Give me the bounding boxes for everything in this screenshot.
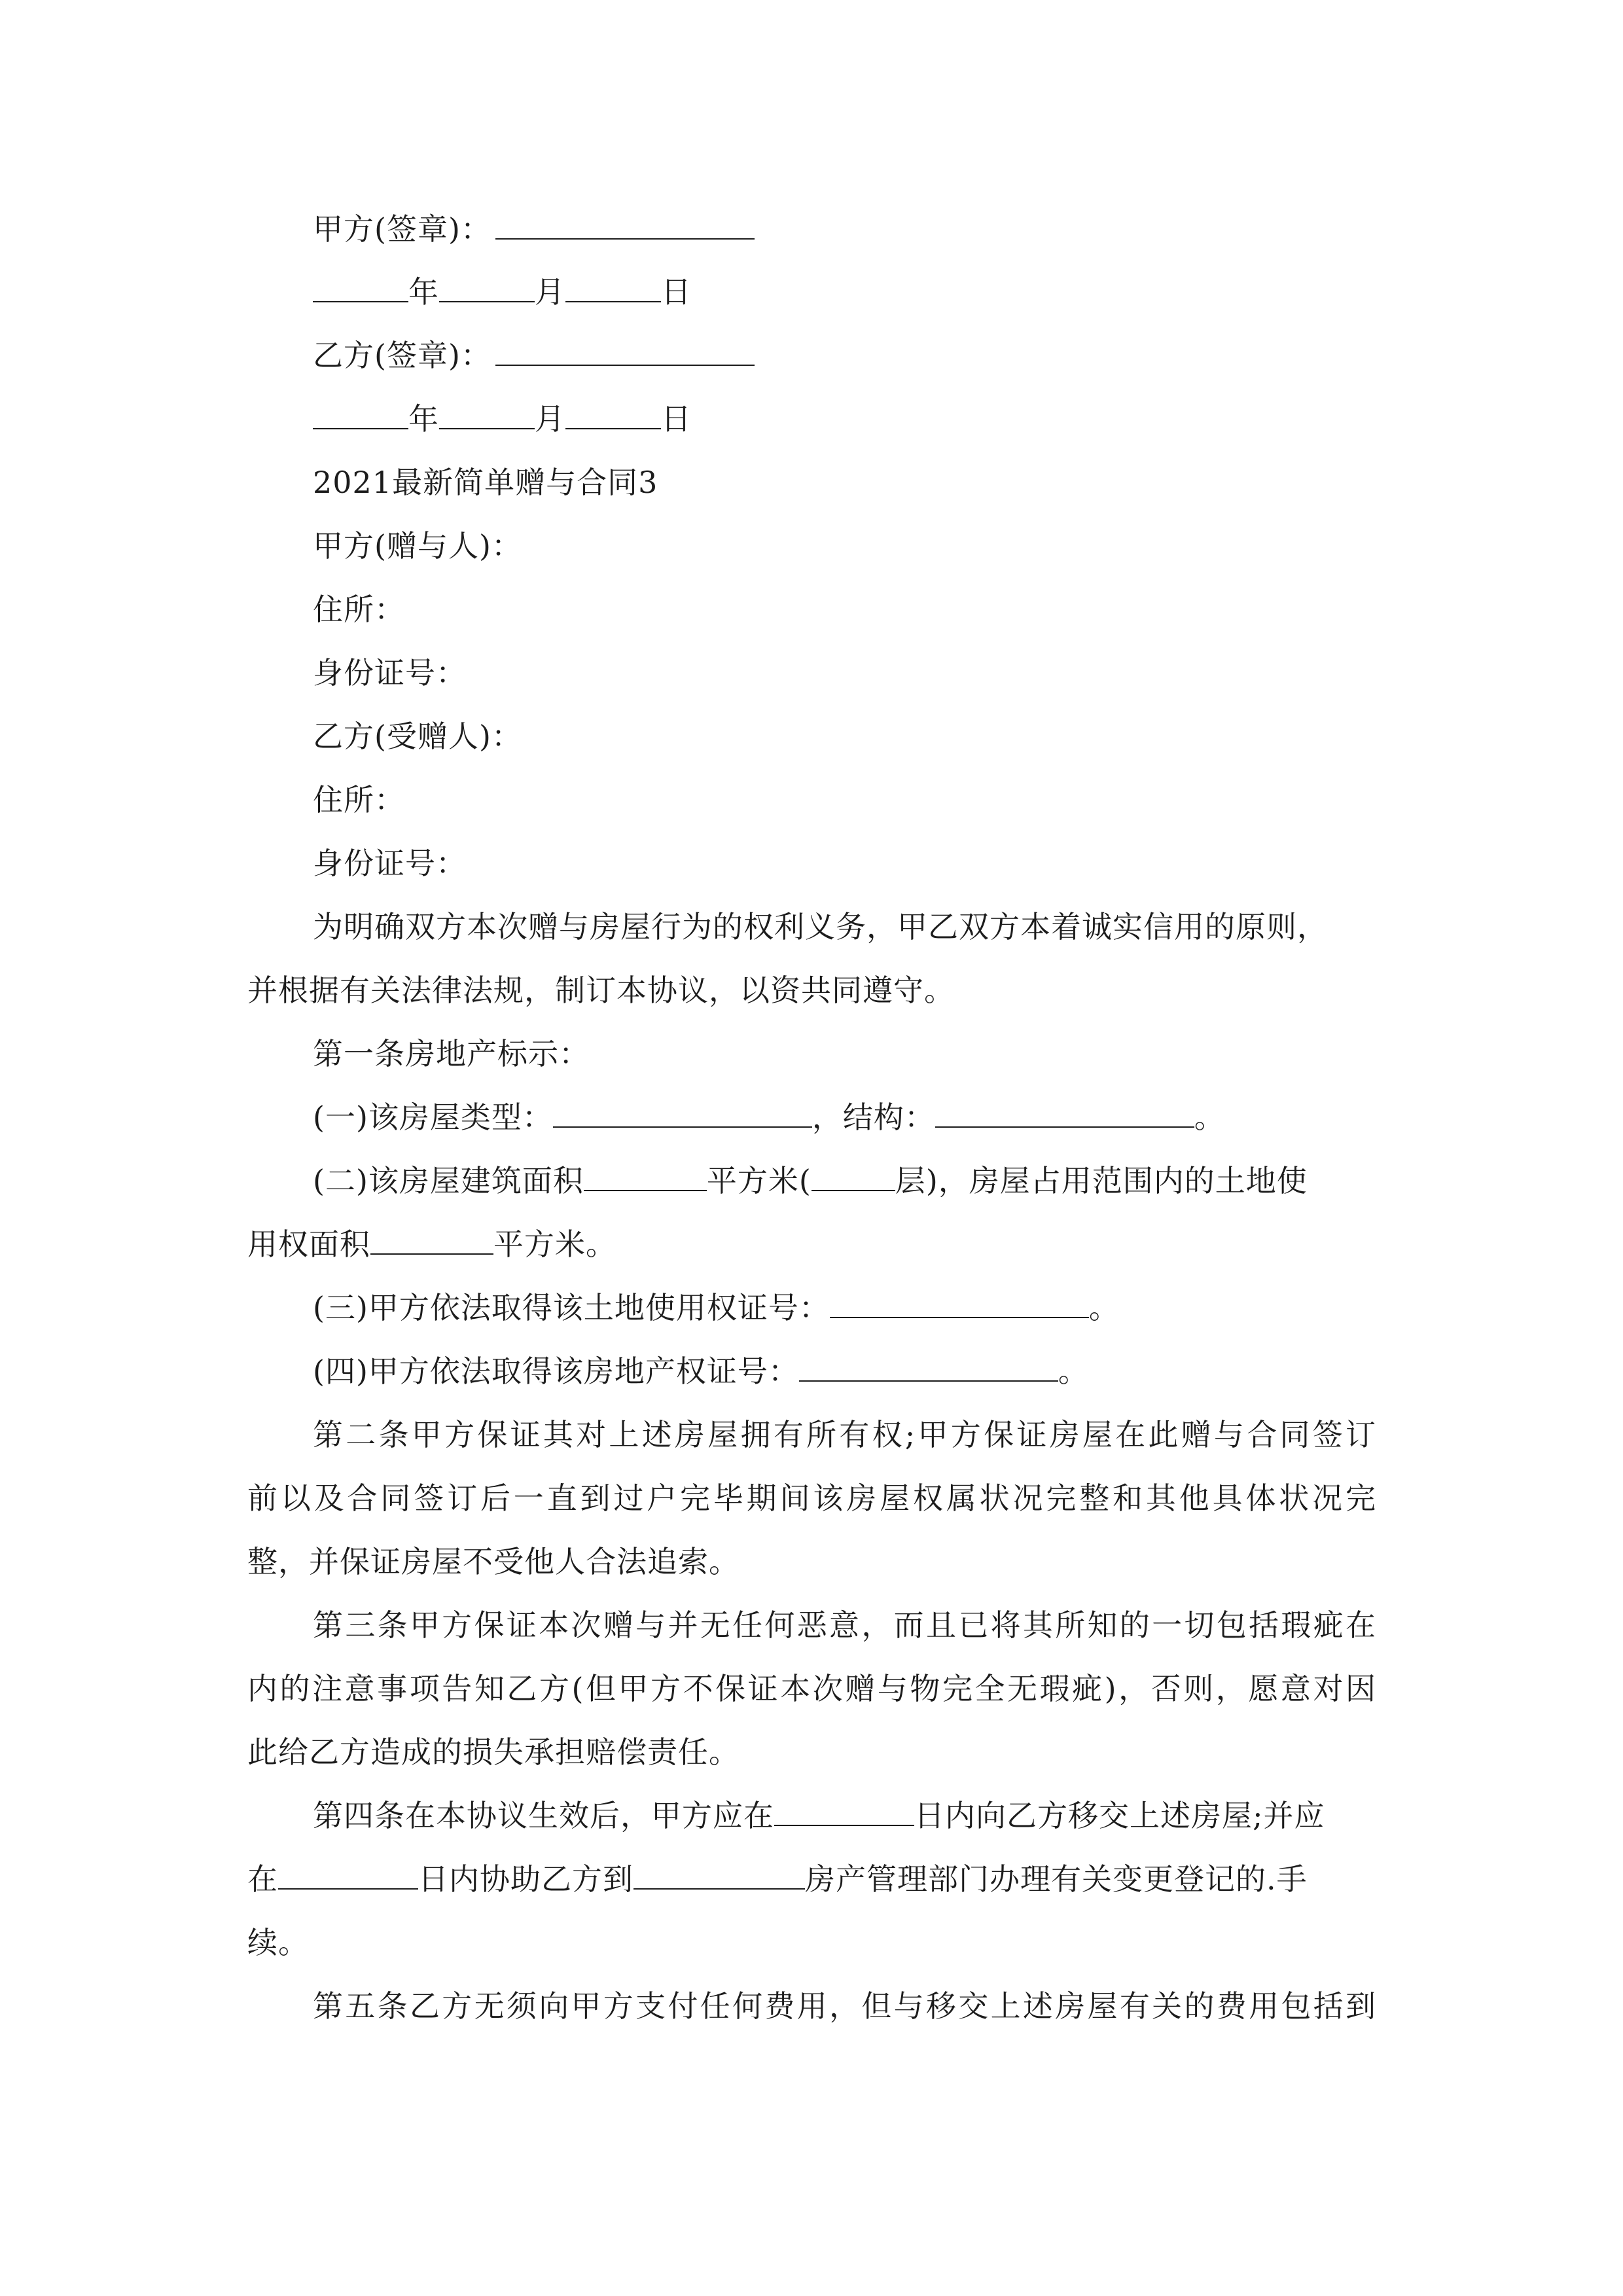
party-a-label: 甲方(赠与人)： <box>313 528 522 564</box>
article-1-item-2-continued <box>247 1225 616 1264</box>
paragraph-text: 日内向乙方移交上述房屋;并应 <box>914 1798 1325 1833</box>
year-blank <box>313 402 408 429</box>
paragraph-text: 房产管理部门办理有关变更登记的.手 <box>805 1861 1308 1897</box>
article-2-line: 整，并保证房屋不受他人合法追索。 <box>247 1544 740 1579</box>
item-text: 层)，房屋占用范围内的土地使 <box>895 1163 1308 1198</box>
month-blank <box>439 402 535 429</box>
year-blank <box>313 275 408 302</box>
item-text: (一)该房屋类型： <box>313 1100 553 1135</box>
day-label: 日 <box>661 274 692 310</box>
party-a-id-label: 身份证号： <box>313 655 467 691</box>
year-label: 年 <box>408 401 439 437</box>
article-2-line <box>313 1415 1376 1454</box>
month-blank <box>439 275 535 302</box>
article-3-line <box>313 1605 1376 1645</box>
party-b-id-label: 身份证号： <box>313 846 467 881</box>
article-4-line-1 <box>313 1796 1325 1835</box>
assist-days-blank <box>278 1862 418 1890</box>
floor-blank <box>812 1164 895 1191</box>
party-a-sign-label: 甲方(签章)： <box>313 211 491 247</box>
paragraph-text: 第五条乙方无须向甲方支付任何费用，但与移交上述房屋有关的费用包括到 <box>313 1988 1376 2024</box>
item-text: (四)甲方依法取得该房地产权证号： <box>313 1354 799 1389</box>
building-area-blank <box>584 1164 707 1191</box>
item-text: 。 <box>1088 1290 1120 1325</box>
article-4-line-2 <box>247 1859 1308 1899</box>
item-text: ，结构： <box>812 1100 935 1135</box>
paragraph-text: 内的注意事项告知乙方(但甲方不保证本次赠与物完全无瑕疵)，否则，愿意对因 <box>247 1671 1376 1706</box>
item-text: 平方米( <box>706 1163 812 1198</box>
party-a-date-line <box>313 272 692 312</box>
item-text: 。 <box>1058 1354 1089 1389</box>
article-2-line <box>247 1479 1376 1518</box>
paragraph-text: 第四条在本协议生效后，甲方应在 <box>313 1798 774 1833</box>
item-text: 平方米。 <box>493 1227 616 1262</box>
party-b-signature-line <box>313 336 755 375</box>
party-b-signature-blank <box>495 338 755 366</box>
paragraph-text: 前以及合同签订后一直到过户完毕期间该房屋权属状况完整和其他具体状况完 <box>247 1480 1376 1516</box>
contract-title: 2021最新简单赠与合同3 <box>313 465 658 500</box>
party-b-label: 乙方(受赠人)： <box>313 719 522 754</box>
intro-paragraph-line: 并根据有关法律法规，制订本协议，以资共同遵守。 <box>247 973 955 1008</box>
item-text: (三)甲方依法取得该土地使用权证号： <box>313 1290 830 1325</box>
paragraph-text: 第二条甲方保证其对上述房屋拥有所有权;甲方保证房屋在此赠与合同签订 <box>313 1417 1376 1452</box>
party-b-address-label: 住所： <box>313 782 405 817</box>
article-1-item-3 <box>313 1288 1120 1327</box>
structure-blank <box>935 1100 1194 1128</box>
house-type-blank <box>553 1100 812 1128</box>
intro-paragraph-line: 为明确双方本次赠与房屋行为的权利义务，甲乙双方本着诚实信用的原则， <box>313 909 1328 944</box>
paragraph-text: 日内协助乙方到 <box>418 1861 633 1897</box>
day-blank <box>565 275 661 302</box>
party-a-address-label: 住所： <box>313 592 405 627</box>
property-cert-blank <box>799 1354 1058 1382</box>
article-5-line <box>313 1986 1376 2026</box>
paragraph-text: 第三条甲方保证本次赠与并无任何恶意，而且已将其所知的一切包括瑕疵在 <box>313 1607 1376 1643</box>
article-1-item-4 <box>313 1352 1089 1391</box>
party-a-signature-blank <box>495 212 755 240</box>
department-blank <box>633 1862 805 1890</box>
article-4-line-3: 续。 <box>247 1925 309 1960</box>
month-label: 月 <box>535 274 565 310</box>
land-area-blank <box>370 1227 493 1255</box>
land-cert-blank <box>830 1291 1089 1318</box>
article-1-item-1 <box>313 1098 1225 1137</box>
month-label: 月 <box>535 401 565 437</box>
item-text: 用权面积 <box>247 1227 370 1262</box>
handover-days-blank <box>774 1799 914 1826</box>
party-a-signature-line <box>313 209 755 249</box>
article-1-title: 第一条房地产标示： <box>313 1036 590 1071</box>
article-3-line <box>247 1669 1376 1708</box>
item-text: 。 <box>1194 1100 1225 1135</box>
item-text: (二)该房屋建筑面积 <box>313 1163 584 1198</box>
paragraph-text: 在 <box>247 1861 278 1897</box>
day-blank <box>565 402 661 429</box>
party-b-sign-label: 乙方(签章)： <box>313 338 491 373</box>
year-label: 年 <box>408 274 439 310</box>
day-label: 日 <box>661 401 692 437</box>
party-b-date-line <box>313 399 692 439</box>
article-1-item-2 <box>313 1161 1308 1200</box>
article-3-line: 此给乙方造成的损失承担赔偿责任。 <box>247 1734 740 1770</box>
